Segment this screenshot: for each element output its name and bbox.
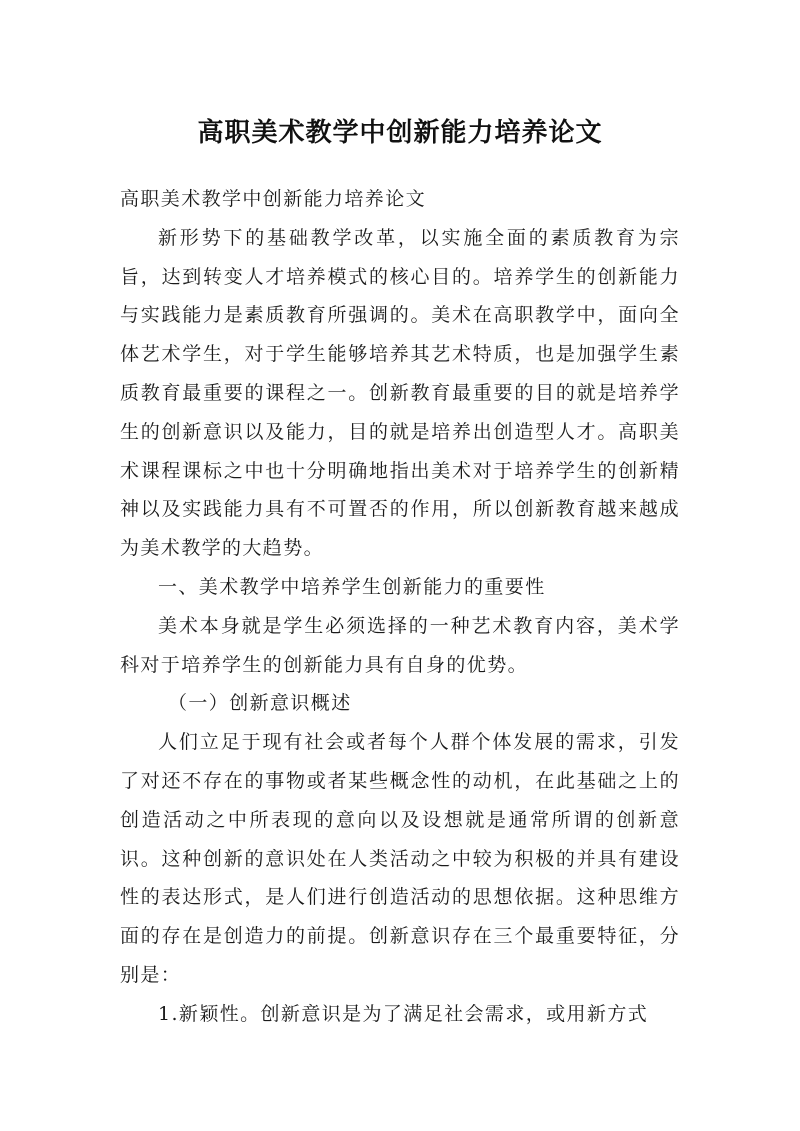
subsection-heading: （一）创新意识概述 xyxy=(168,692,352,715)
document-title: 高职美术教学中创新能力培养论文 xyxy=(197,118,603,149)
section-intro-paragraph: 美术本身就是学生必须选择的一种艺术教育内容，美术学科对于培养学生的创新能力具有自身的优势。 xyxy=(120,614,680,676)
intro-paragraph: 新形势下的基础教学改革，以实施全面的素质教育为宗旨，达到转变人才培养模式的核心目的。培养学生的创新能力与实践能力是素质教育所强调的。美术在高职教学中，面向全体艺术学生，对于学生能够培养其艺术特质，也是加强学生素质教育最重要的课程之一。创新教育最重要的目的就是培养学生的创新意识以及能力，目的就是培养出创造型人才。高职美术课程课标之中也十分明确地指出美术对于培养学生的创新精神以及实践能力具有不可置否的作用，所以创新教育越来越成为美术教学的大趋势。 xyxy=(120,226,680,560)
section-heading: 一、美术教学中培养学生创新能力的重要性 xyxy=(158,575,546,598)
creative-awareness-paragraph: 人们立足于现有社会或者每个人群个体发展的需求，引发了对还不存在的事物或者某些概念性的动机，在此基础之上的创造活动之中所表现的意向以及设想就是通常所谓的创新意识。这种创新的意识处在人类活动之中较为积极的并具有建设性的表达形式，是人们进行创造活动的思想依据。这种思维方面的存在是创造力的前提。创新意识存在三个最重要特征，分别是： xyxy=(120,731,680,986)
body-heading: 高职美术教学中创新能力培养论文 xyxy=(120,188,427,210)
document-body xyxy=(120,180,680,1034)
list-item-1: 1.新颖性。创新意识是为了满足社会需求，或用新方式 xyxy=(158,1002,649,1025)
